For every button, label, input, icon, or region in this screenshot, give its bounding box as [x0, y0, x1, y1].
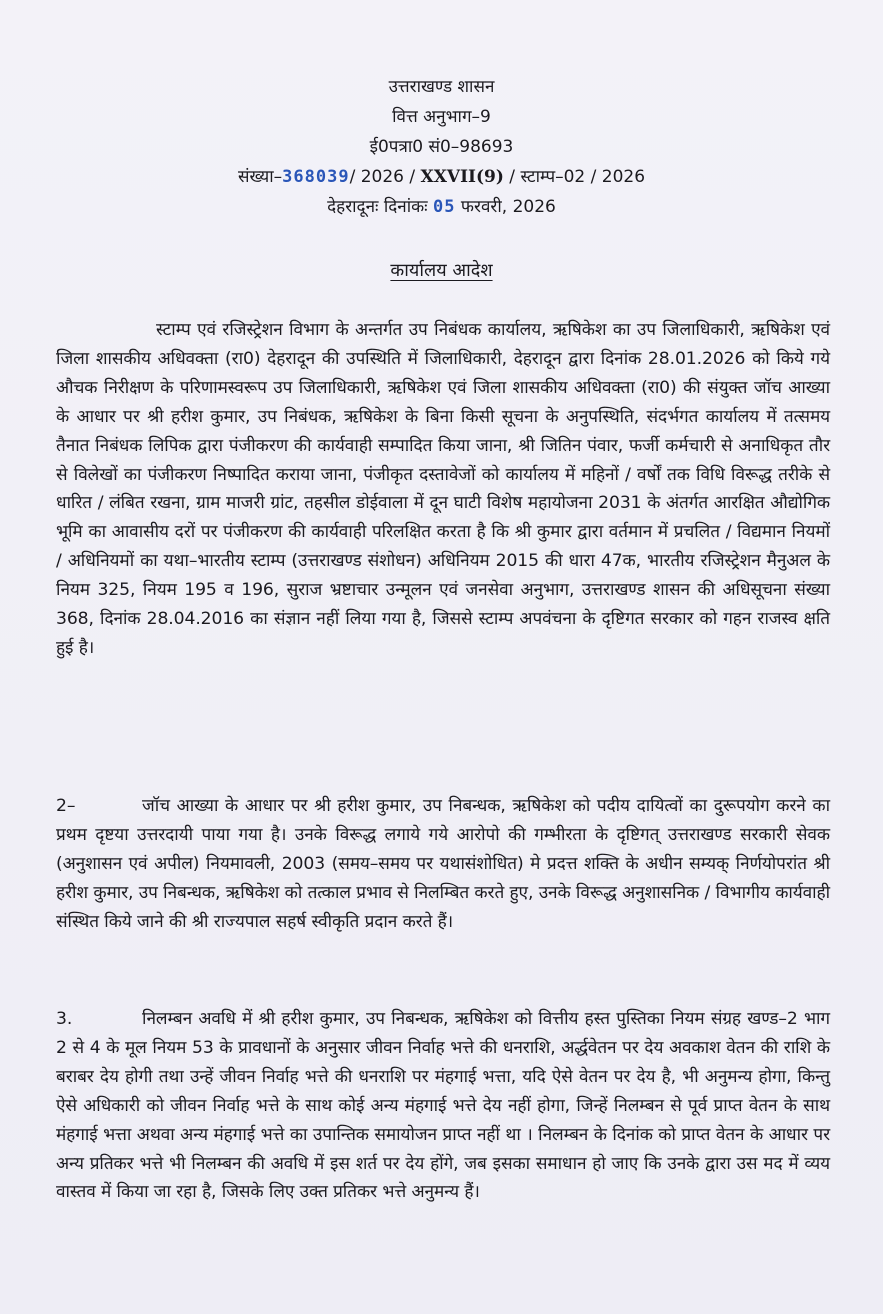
- reference-prefix: संख्या–: [237, 167, 283, 187]
- reference-year: / 2026 /: [349, 167, 421, 187]
- eoffice-reference: ई0पत्रा0 सं0–98693: [369, 137, 514, 157]
- paragraph-2-number: 2–: [56, 796, 76, 816]
- reference-roman-section: XXVII(9): [420, 167, 504, 187]
- paragraph-1-text: स्टाम्प एवं रजिस्ट्रेशन विभाग के अन्तर्गत उप निबंधक कार्यालय, ऋषिकेश का उप जिलाधिकारी, ऋषिकेश एवं जिला शासकीय अधिवक्ता (रा0) देहरादून की उपस्थिति में जिलाधिकारी, देहरादून द्वारा दिनांक 28.01.2026 को किये गये औचक निरीक्षण के परिणामस्वरूप उप जिलाधिकारी, ऋषिकेश एवं जिला शासकीय अधिवक्ता (रा0) की संयुक्त जॉच आख्या के आधार पर श्री हरीश कुमार, उप निबंधक, ऋषिकेश के बिना किसी सूचना के अनुपस्थिति, संदर्भगत कार्यालय में तत्समय तैनात निबंधक लिपिक द्वारा पंजीकरण की कार्यवाही सम्पादित किया जाना, श्री जितिन पंवार, फर्जी कर्मचारी से अनाधिकृत तौर से विलेखों का पंजीकरण निष्पादित कराया जाना, पंजीकृत दस्तावेजों को कार्यालय में महिनों / वर्षों तक विधि विरूद्ध तरीके से धारित / लंबित रखना, ग्राम माजरी ग्रांट, तहसील डोईवाला में दून घाटी विशेष महायोजना 2031 के अंतर्गत आरक्षित औद्योगिक भूमि का आवासीय दरों पर पंजीकरण की कार्यवाही परिलक्षित करता है कि श्री कुमार द्वारा वर्तमान में प्रचलित / विद्यमान नियमों / अधिनियमों का यथा–भारतीय स्टाम्प (उत्तराखण्ड संशोधन) अधिनियम 2015 की धारा 47क, भारतीय रजिस्ट्रेशन मैनुअल के नियम 325, नियम 195 व 196, सुराज भ्रष्टाचार उन्मूलन एवं जनसेवा अनुभाग, उत्तराखण्ड शासन की अधिसूचना संख्या 368, दिनांक 28.04.2016 का संज्ञान नहीं लिया गया है, जिससे स्टाम्प अपवंचना के दृष्टिगत सरकार को गहन राजस्व क्षति हुई है।: [56, 320, 830, 658]
- department-section: वित्त अनुभाग–9: [392, 107, 491, 127]
- date-prefix: देहरादूनः दिनांकः: [327, 197, 428, 217]
- paragraph-3-number: 3.: [56, 1009, 73, 1029]
- paragraph-2-text: जॉच आख्या के आधार पर श्री हरीश कुमार, उप निबन्धक, ऋषिकेश को पदीय दायित्वों का दुरूपयोग करने का प्रथम दृष्टया उत्तरदायी पाया गया है। उनके विरूद्ध लगाये गये आरोपो की गम्भीरता के दृष्टिगत् उत्तराखण्ड सरकारी सेवक (अनुशासन एवं अपील) नियमावली, 2003 (समय–समय पर यथासंशोधित) मे प्रदत्त शक्ति के अधीन सम्यक् निर्णयोपरांत श्री हरीश कुमार, उप निबन्धक, ऋषिकेश को तत्काल प्रभाव से निलम्बित करते हुए, उनके विरूद्ध अनुशासनिक / विभागीय कार्यवाही संस्थित किये जाने की श्री राज्यपाल सहर्ष स्वीकृति प्रदान करते हैं।: [56, 796, 830, 932]
- document-header: [0, 72, 883, 222]
- reference-suffix: / स्टाम्प–02 / 2026: [503, 167, 646, 187]
- paragraph-3: [56, 1005, 830, 1207]
- reference-number-line: [0, 162, 883, 192]
- office-order-title: कार्यालय आदेश: [390, 260, 493, 281]
- handwritten-date-day: 05: [433, 197, 456, 217]
- paragraph-1: [56, 316, 830, 663]
- paragraph-2: [56, 792, 830, 937]
- paragraph-3-text: निलम्बन अवधि में श्री हरीश कुमार, उप निबन्धक, ऋषिकेश को वित्तीय हस्त पुस्तिका नियम संग्रह खण्ड–2 भाग 2 से 4 के मूल नियम 53 के प्रावधानों के अनुसार जीवन निर्वाह भत्ते की धनराशि, अर्द्धवेतन पर देय अवकाश वेतन की राशि के बराबर देय होगी तथा उन्हें जीवन निर्वाह भत्ते की धनराशि पर मंहगाई भत्ता, यदि ऐसे वेतन पर देय है, भी अनुमन्य होगा, किन्तु ऐसे अधिकारी को जीवन निर्वाह भत्ते के साथ कोई अन्य मंहगाई भत्ते देय नहीं होगा, जिन्हें निलम्बन से पूर्व प्राप्त वेतन के साथ मंहगाई भत्ता अथवा अन्य मंहगाई भत्ते का उपान्तिक समायोजन प्राप्त नहीं था । निलम्बन के दिनांक को प्राप्त वेतन के आधार पर अन्य प्रतिकर भत्ते भी निलम्बन की अवधि में इस शर्त पर देय होंगे, जब इसका समाधान हो जाए कि उनके द्वारा उस मद में व्यय वास्तव में किया जा रहा है, जिसके लिए उक्त प्रतिकर भत्ते अनुमन्य हैं।: [56, 1009, 830, 1203]
- date-suffix: फरवरी, 2026: [460, 197, 556, 217]
- government-name: उत्तराखण्ड शासन: [388, 77, 495, 97]
- handwritten-reference-number: 368039: [282, 167, 350, 187]
- date-line: [0, 192, 883, 222]
